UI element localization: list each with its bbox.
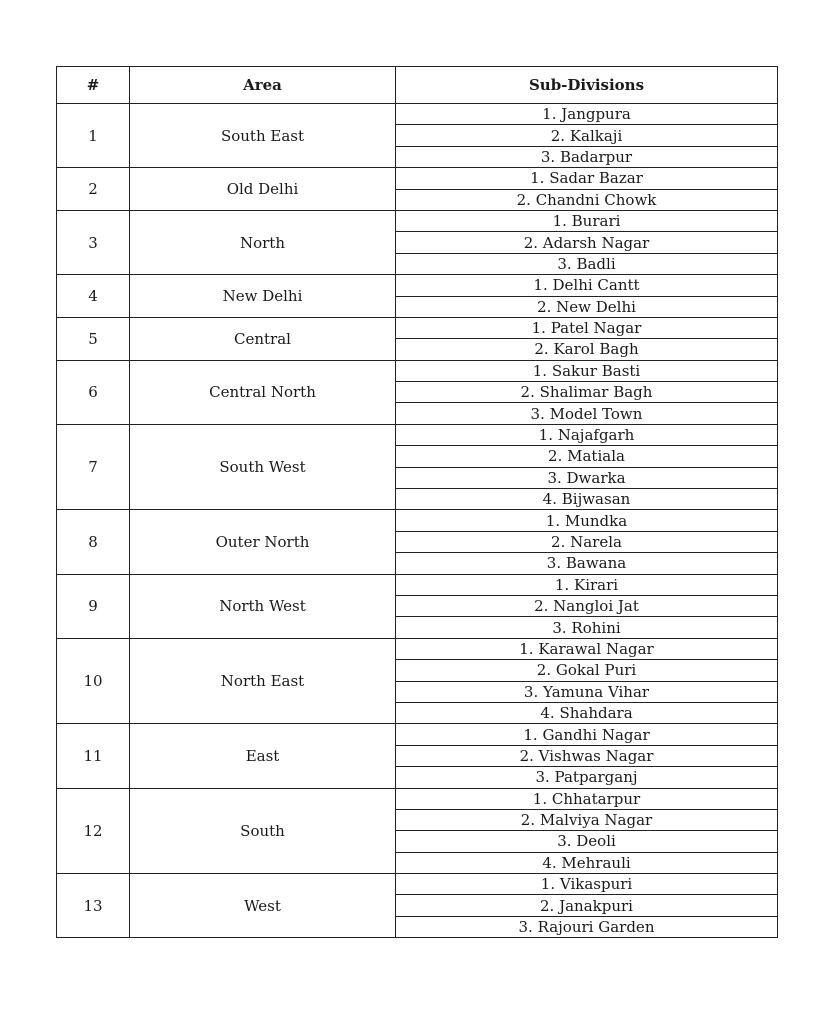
subdivision-cell: 3. Rohini (396, 617, 778, 638)
subdivision-cell: 4. Mehrauli (396, 852, 778, 873)
area-cell: North (130, 210, 396, 274)
table-row (57, 360, 778, 381)
subdivision-cell: 1. Kirari (396, 574, 778, 595)
subdivision-cell: 1. Chhatarpur (396, 788, 778, 809)
area-cell: Outer North (130, 510, 396, 574)
subdivision-cell: 2. Shalimar Bagh (396, 382, 778, 403)
row-number-cell: 5 (57, 317, 130, 360)
header-row (57, 67, 778, 104)
subdivision-cell: 1. Patel Nagar (396, 317, 778, 338)
subdivision-cell: 4. Bijwasan (396, 489, 778, 510)
subdivision-cell: 1. Najafgarh (396, 424, 778, 445)
subdivision-cell: 3. Model Town (396, 403, 778, 424)
subdivision-cell: 2. Kalkaji (396, 125, 778, 146)
area-cell: North West (130, 574, 396, 638)
row-number-cell: 6 (57, 360, 130, 424)
subdivision-cell: 1. Vikaspuri (396, 874, 778, 895)
area-cell: East (130, 724, 396, 788)
subdivision-cell: 1. Sadar Bazar (396, 168, 778, 189)
subdivision-cell: 4. Shahdara (396, 702, 778, 723)
subdivision-cell: 2. New Delhi (396, 296, 778, 317)
table-body (57, 104, 778, 938)
header-subdivisions: Sub-Divisions (396, 67, 778, 104)
subdivision-cell: 3. Bawana (396, 553, 778, 574)
subdivision-cell: 2. Gokal Puri (396, 660, 778, 681)
row-number-cell: 8 (57, 510, 130, 574)
subdivision-cell: 1. Burari (396, 210, 778, 231)
subdivision-cell: 1. Gandhi Nagar (396, 724, 778, 745)
table-row (57, 788, 778, 809)
subdivision-cell: 3. Deoli (396, 831, 778, 852)
subdivision-cell: 3. Patparganj (396, 767, 778, 788)
row-number-cell: 9 (57, 574, 130, 638)
table-row (57, 104, 778, 125)
subdivision-cell: 1. Karawal Nagar (396, 638, 778, 659)
subdivision-cell: 2. Janakpuri (396, 895, 778, 916)
row-number-cell: 1 (57, 104, 130, 168)
area-cell: Central (130, 317, 396, 360)
district-subdivision-table (56, 66, 778, 938)
subdivision-cell: 2. Vishwas Nagar (396, 745, 778, 766)
subdivision-cell: 2. Malviya Nagar (396, 809, 778, 830)
row-number-cell: 3 (57, 210, 130, 274)
row-number-cell: 11 (57, 724, 130, 788)
subdivision-cell: 2. Narela (396, 531, 778, 552)
table-row (57, 317, 778, 338)
row-number-cell: 2 (57, 168, 130, 211)
subdivision-cell: 1. Mundka (396, 510, 778, 531)
subdivision-cell: 1. Sakur Basti (396, 360, 778, 381)
header-number: # (57, 67, 130, 104)
area-cell: South (130, 788, 396, 874)
subdivision-cell: 2. Nangloi Jat (396, 595, 778, 616)
subdivision-cell: 2. Karol Bagh (396, 339, 778, 360)
area-cell: Old Delhi (130, 168, 396, 211)
subdivision-cell: 1. Delhi Cantt (396, 275, 778, 296)
table-row (57, 874, 778, 895)
subdivision-cell: 3. Yamuna Vihar (396, 681, 778, 702)
subdivision-cell: 2. Chandni Chowk (396, 189, 778, 210)
area-cell: South East (130, 104, 396, 168)
row-number-cell: 12 (57, 788, 130, 874)
area-cell: New Delhi (130, 275, 396, 318)
area-cell: West (130, 874, 396, 938)
table-row (57, 724, 778, 745)
subdivision-cell: 2. Adarsh Nagar (396, 232, 778, 253)
row-number-cell: 10 (57, 638, 130, 724)
subdivision-cell: 3. Badli (396, 253, 778, 274)
table-row (57, 510, 778, 531)
area-cell: Central North (130, 360, 396, 424)
table-row (57, 168, 778, 189)
row-number-cell: 4 (57, 275, 130, 318)
subdivision-cell: 3. Rajouri Garden (396, 916, 778, 937)
subdivision-cell: 3. Dwarka (396, 467, 778, 488)
table-row (57, 275, 778, 296)
row-number-cell: 7 (57, 424, 130, 510)
table-header (57, 67, 778, 104)
table-row (57, 210, 778, 231)
area-cell: South West (130, 424, 396, 510)
subdivision-cell: 2. Matiala (396, 446, 778, 467)
table-row (57, 638, 778, 659)
table-row (57, 424, 778, 445)
row-number-cell: 13 (57, 874, 130, 938)
header-area: Area (130, 67, 396, 104)
table-row (57, 574, 778, 595)
subdivision-cell: 1. Jangpura (396, 104, 778, 125)
subdivision-cell: 3. Badarpur (396, 146, 778, 167)
area-cell: North East (130, 638, 396, 724)
